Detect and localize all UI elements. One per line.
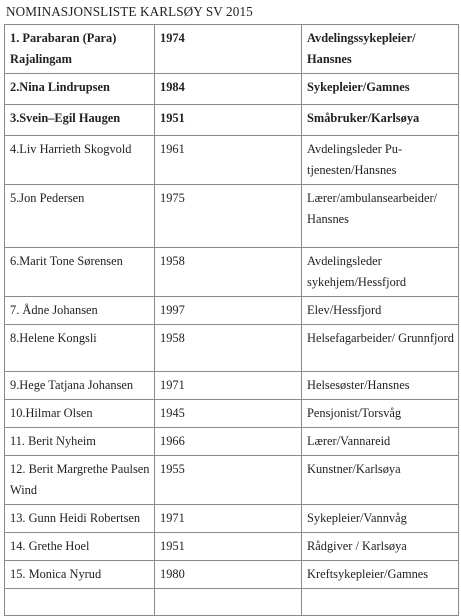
nomination-table: [4, 24, 459, 616]
table-row: [5, 74, 459, 105]
candidate-name: 6.Marit Tone Sørensen: [5, 248, 155, 297]
candidate-name: 4.Liv Harrieth Skogvold: [5, 136, 155, 185]
candidate-name: 2.Nina Lindrupsen: [5, 74, 155, 105]
table-row: [5, 185, 459, 248]
table-row: [5, 428, 459, 456]
candidate-name: 11. Berit Nyheim: [5, 428, 155, 456]
candidate-name: [5, 589, 155, 616]
birth-year: 1945: [155, 400, 302, 428]
occupation-place: Pensjonist/Torsvåg: [302, 400, 459, 428]
candidate-name: 10.Hilmar Olsen: [5, 400, 155, 428]
candidate-name: 8.Helene Kongsli: [5, 325, 155, 372]
occupation-place: Småbruker/Karlsøya: [302, 105, 459, 136]
birth-year: 1980: [155, 561, 302, 589]
table-row: [5, 505, 459, 533]
birth-year: 1974: [155, 25, 302, 74]
candidate-name: 3.Svein–Egil Haugen: [5, 105, 155, 136]
birth-year: 1951: [155, 533, 302, 561]
candidate-name: 14. Grethe Hoel: [5, 533, 155, 561]
candidate-name: 13. Gunn Heidi Robertsen: [5, 505, 155, 533]
occupation-place: Elev/Hessfjord: [302, 297, 459, 325]
candidate-name: 9.Hege Tatjana Johansen: [5, 372, 155, 400]
occupation-place: Avdelingssykepleier/ Hansnes: [302, 25, 459, 74]
candidate-name: 15. Monica Nyrud: [5, 561, 155, 589]
table-row: [5, 297, 459, 325]
birth-year: 1997: [155, 297, 302, 325]
birth-year: 1951: [155, 105, 302, 136]
occupation-place: Helsefagarbeider/ Grunnfjord: [302, 325, 459, 372]
table-row: [5, 456, 459, 505]
occupation-place: Rådgiver / Karlsøya: [302, 533, 459, 561]
birth-year: 1984: [155, 74, 302, 105]
birth-year: 1971: [155, 505, 302, 533]
occupation-place: Avdelingsleder sykehjem/Hessfjord: [302, 248, 459, 297]
table-row: [5, 533, 459, 561]
occupation-place: [302, 589, 459, 616]
birth-year: 1958: [155, 248, 302, 297]
birth-year: 1971: [155, 372, 302, 400]
candidate-name: 12. Berit Margrethe Paulsen Wind: [5, 456, 155, 505]
table-row: [5, 561, 459, 589]
table-row: [5, 400, 459, 428]
occupation-place: Sykepleier/Vannvåg: [302, 505, 459, 533]
birth-year: 1961: [155, 136, 302, 185]
birth-year: 1955: [155, 456, 302, 505]
table-row: [5, 25, 459, 74]
occupation-place: Sykepleier/Gamnes: [302, 74, 459, 105]
occupation-place: Helsesøster/Hansnes: [302, 372, 459, 400]
document-title: NOMINASJONSLISTE KARLSØY SV 2015: [6, 4, 253, 19]
birth-year: [155, 589, 302, 616]
table-row: [5, 105, 459, 136]
table-row: [5, 372, 459, 400]
occupation-place: Lærer/Vannareid: [302, 428, 459, 456]
occupation-place: Kreftsykepleier/Gamnes: [302, 561, 459, 589]
occupation-place: Kunstner/Karlsøya: [302, 456, 459, 505]
table-row: [5, 589, 459, 616]
candidate-name: 7. Ådne Johansen: [5, 297, 155, 325]
table-row: [5, 325, 459, 372]
occupation-place: Lærer/ambulansearbeider/ Hansnes: [302, 185, 459, 248]
candidate-name: 1. Parabaran (Para) Rajalingam: [5, 25, 155, 74]
birth-year: 1958: [155, 325, 302, 372]
birth-year: 1975: [155, 185, 302, 248]
occupation-place: Avdelingsleder Pu-tjenesten/Hansnes: [302, 136, 459, 185]
birth-year: 1966: [155, 428, 302, 456]
table-row: [5, 136, 459, 185]
candidate-name: 5.Jon Pedersen: [5, 185, 155, 248]
table-row: [5, 248, 459, 297]
